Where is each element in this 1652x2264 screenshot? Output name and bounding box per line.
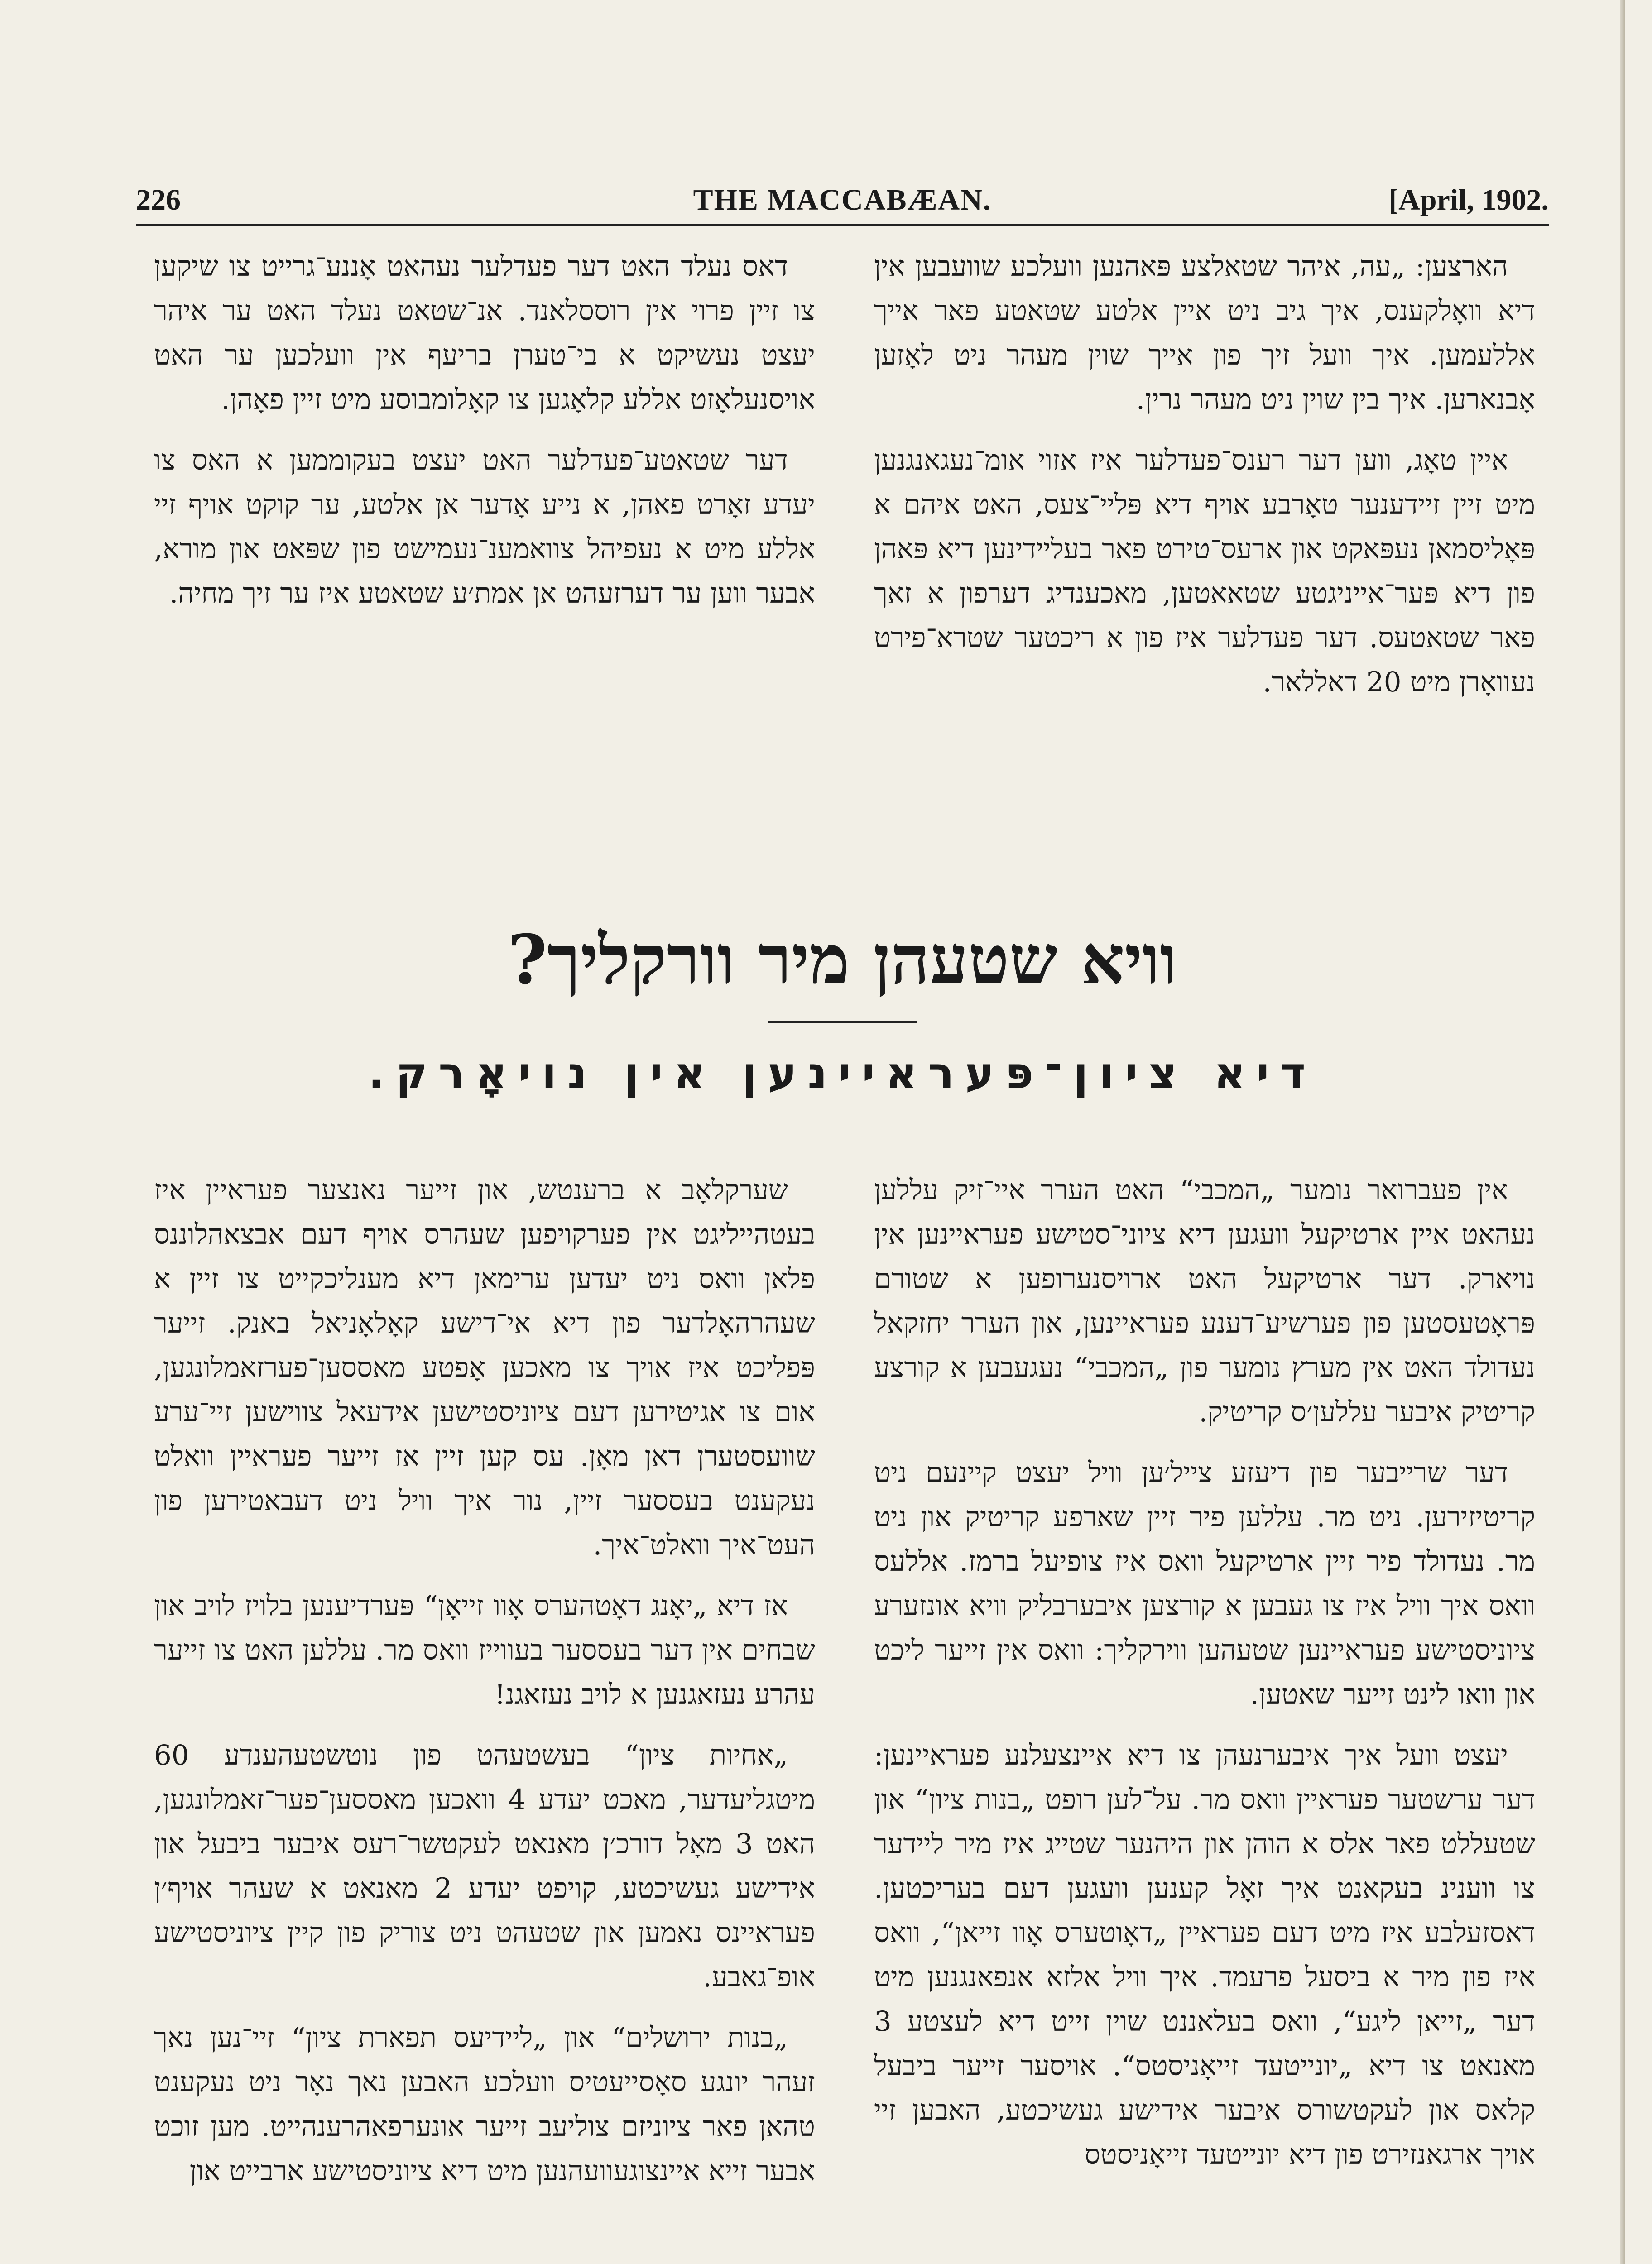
top-left-column xyxy=(154,245,815,833)
article-headline: וויא שטעהן מיר וורקליך? xyxy=(507,920,1177,1000)
paragraph: יעצט וועל איך איבערנעהן צו דיא איינצעלנע פעראיינען: דער ערשטער פעראיין וואס מר. על־לען רופט „בנות ציון“ און שטעללט פאר אלס א הוהן און היהנער שטייג איז מיר ליידער צו ווענינ בעקאנט איך זאָל קענען וועגען דעם בעריכטען. דאסזעלבע איז מיט דעם פעראיין „דאָוטערס אָוו זייאן“, וואס איז פון מיר א ביסעל פרעמד. איך וויל אלזא אנפאנגנען מיט דער „זייאן ליגע“, וואס בעלאננט שוין זייט דיא לעצטע 3 מאנאט צו דיא „יונייטעד זייאָניסטס“. אויסער זייער ביבעל קלאס און לעקטשורס איבער אידישע געשיכטע, האבען זיי אויך ארגאנזירט פון דיא יונייטעד זייאָניסטס xyxy=(874,1739,1535,2171)
article-subheadline: דיא ציון־פּעראיינען אין נויאָרק. xyxy=(368,1048,1316,1098)
running-header xyxy=(136,181,1549,226)
title-divider xyxy=(768,1021,917,1023)
paragraph: אין פעברואר נומער „המכבי“ האט הערר איי־זיק עללען נעהאט איין ארטיקעל וועגען דיא ציוני־סטישע פעראיינען אין נויארק. דער ארטיקעל האט ארויסנערופען א שטורם פּראָטעסטען פון פערשיע־דענע פעראיינען, און הערר יחזקאל נעדולד האט אין מערץ נומער פון „המכבי“ נעגעבען א קורצע קריטיק איבער עללען׳ס קריטיק. xyxy=(874,1174,1535,1428)
paragraph: „בנות ירושלים“ און „ליידיעס תפארת ציון“ זיי־נען נאך זעהר יונגע סאָסייעטיס וועלכע האבען נאך נאָר ניט נעקענט טהאן פאר ציוניזם צוליעב זייער אונערפאהרענהייט. מען זוכט אבער זייא איינצוגעוועהנען מיט דיא ציוניסטישע ארבייט און xyxy=(154,2022,815,2187)
top-text-columns xyxy=(154,245,1535,833)
paragraph: דאס נעלד האט דער פעדלער נעהאט אָננע־גרייט צו שיקען צו זיין פרוי אין רוססלאנד. אנ־שטאט נעלד האט ער איהר יעצט נעשיקט א בי־טערן בריעף אין וועלכען ער האט אויסנעלאָזט אללע קלאָגען צו קאָלומבוסע מיט זיין פאָהן. xyxy=(154,250,815,416)
article-right-column xyxy=(874,1168,1535,2264)
top-right-column xyxy=(874,245,1535,833)
paragraph: אז דיא „יאָנג דאָטהערס אָוו זייאָן“ פּערדיענען בלויז לויב און שבחים אין דער בעססער בעווייז וואס מר. עללען האט צו זייער עהרע נעזאגנען א לויב נעזאגנ! xyxy=(154,1590,815,1711)
journal-title: THE MACCABÆAN. xyxy=(693,183,992,216)
paragraph: דער שרייבער פון דיעזע צייל׳ען וויל יעצט קיינעם ניט קריטיזירען. ניט מר. עללען פיר זיין שארפע קריטיק און ניט מר. נעדולד פיר זיין ארטיקעל וואס איז צופיעל ברמז. אללעס וואס איך וויל איז צו געבען א קורצען איבערבליק וויא אונזערע ציוניסטישע פעראיינען שטעהען ווירקליך: וואס אין זייער ליכט און וואו לינט זייער שאטען. xyxy=(874,1457,1535,1711)
page-edge-shadow xyxy=(1620,0,1625,2264)
page-number: 226 xyxy=(136,183,181,216)
article-left-column xyxy=(154,1168,815,2264)
article-title-block xyxy=(136,915,1549,1105)
issue-date: [April, 1902. xyxy=(1388,183,1549,216)
paragraph: דער שטאטע־פעדלער האט יעצט בעקוממען א האס צו יעדע זאָרט פאהן, א נייע אָדער אן אלטע, ער קוקט אויף זיי אללע מיט א נעפיהל צוואמענ־נעמישט פון שפּאט און מורא, אבער ווען ער דערזעהט אן אמת׳ע שטאטע איז ער זיך מחיה. xyxy=(154,444,815,609)
paragraph: הארצען: „עה, איהר שטאלצע פּאהנען וועלכע שוועבען אין דיא וואָלקענס, איך גיב ניט איין אלטע שטאטע פאר אייך אללעמען. איך וועל זיך פון אייך שוין מעהר ניט לאָזען אָבנארען. איך בין שוין ניט מעהר נרין. xyxy=(874,250,1535,416)
paragraph: איין טאָג, ווען דער רענס־פעדלער איז אזוי אומ־נעגאנגנען מיט זיין זיידענער טאָרבע אויף דיא פּליי־צעס, האט איהם א פּאָליסמאן נעפּאקט און ארעס־טירט פאר בעליידינען דיא פּאהן פון דיא פּער־אייניגטע שטאאטען, מאכענדיג דערפון א זאך פאר שטאטעס. דער פעדלער איז פון א ריכטער שטרא־פירט נעוואָרן מיט 20 דאללאר. xyxy=(874,444,1535,698)
paragraph: „אחיות ציון“ בעשטעהט פון נוטשטעהענדע 60 מיטגליעדער, מאכט יעדע 4 וואכען מאססען־פער־זאמלונגען, האט 3 מאָל דורכ׳ן מאנאט לעקטשר־רעס איבער ביבעל און אידישע געשיכטע, קויפט יעדע 2 מאנאט א שעהר אויף׳ן פעראיינס נאמען און שטעהט ניט צוריק פון קיין ציוניסטישע אופ־גאבע. xyxy=(154,1739,815,1993)
article-text-columns xyxy=(154,1168,1535,2264)
paragraph: שערקלאָב א ברענטש, און זייער נאנצער פעראיין איז בעטהייליגט אין פערקויפען שעהרס אויף דעם אבצאהלוננס פלאן וואס ניט יעדען ערימאן דיא מענליכקייט צו זיין א שעהרהאָלדער פון דיא אי־דישע קאָלאָניאל באנק. זייער פּפליכט איז אויך צו מאכען אָפטע מאססען־פערזאמלונגען, אום צו אגיטירען דעם ציוניסטישען אידעאל צווישען זיי־ערע שוועסטערן דאן מאָן. עס קען זיין אז זייער פעראיין וואלט נעקענט בעססער זיין, נור איך וויל ניט דעבאטירען פון העט־איך וואלט־איך. xyxy=(154,1174,815,1561)
